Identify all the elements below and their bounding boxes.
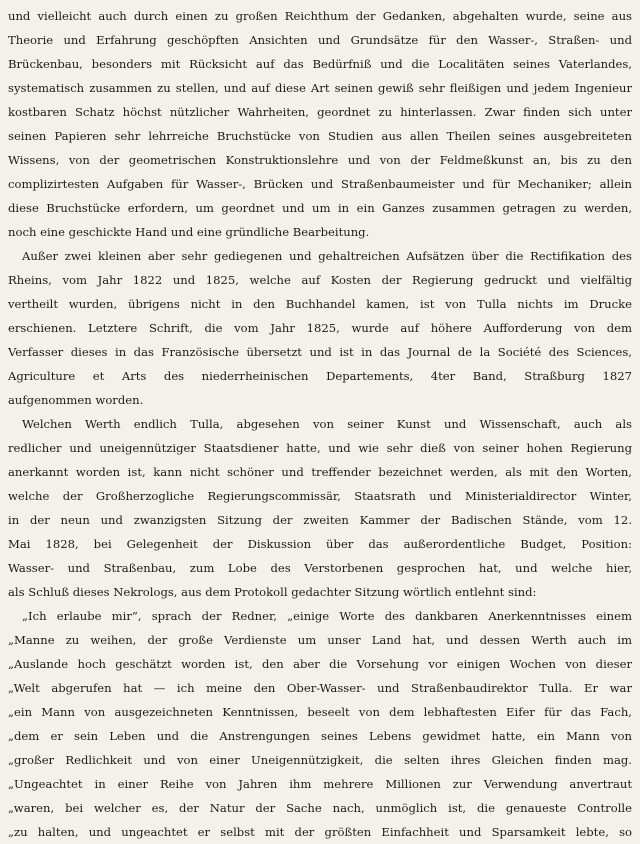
text-line: „waren, bei welcher es, der Natur der Sache nach, unmöglich ist, die genaueste Controlle: [8, 801, 632, 815]
text-line: aufgenommen worden.: [8, 393, 144, 407]
text-line: systematisch zusammen zu stellen, und auf diese Art seinen gewiß sehr fleißigen und jedem Ingenieur: [8, 81, 632, 95]
paragraph-2: [8, 244, 632, 412]
text-line: „Manne zu weihen, der große Verdienste um unser Land hat, und dessen Werth auch im: [8, 633, 632, 647]
text-line: Verfasser dieses in das Französische übersetzt und ist in das Journal de la Société des Sciences,: [8, 345, 632, 359]
text-line: erschienen. Letztere Schrift, die vom Jahr 1825, wurde auf höhere Aufforderung von dem: [8, 321, 632, 335]
text-line: „Ungeachtet in einer Reihe von Jahren ihm mehrere Millionen zur Verwendung anvertraut: [8, 777, 632, 791]
paragraph-3: [8, 412, 632, 604]
text-line: Außer zwei kleinen aber sehr gediegenen und gehaltreichen Aufsätzen über die Rectifikation des: [22, 249, 632, 263]
text-line: vertheilt wurden, übrigens nicht in den Buchhandel kamen, ist von Tulla nichts im Drucke: [8, 297, 632, 311]
text-line: Agriculture et Arts des niederrheinischen Departements, 4ter Band, Straßburg 1827: [8, 369, 632, 383]
text-line: kostbaren Schatz höchst nützlicher Wahrheiten, geordnet zu hinterlassen. Zwar finden sich unter: [8, 105, 632, 119]
text-line: „zu halten, und ungeachtet er selbst mit der größten Einfachheit und Sparsamkeit lebte, so: [8, 825, 632, 839]
paragraph-4-quotation: [8, 604, 632, 844]
text-line: „ein Mann von ausgezeichneten Kenntnissen, beseelt von dem lebhaftesten Eifer für das Fach,: [8, 705, 632, 719]
text-line: anerkannt worden ist, kann nicht schöner und treffender bezeichnet werden, als mit den Worten,: [8, 465, 632, 479]
text-line: als Schluß dieses Nekrologs, aus dem Protokoll gedachter Sitzung wörtlich entlehnt sind:: [8, 585, 537, 599]
text-line: Brückenbau, besonders mit Rücksicht auf das Bedürfniß und die Localitäten seines Vaterlandes,: [8, 57, 632, 71]
text-line: seinen Papieren sehr lehrreiche Bruchstücke von Studien aus allen Theilen seines ausgebreiteten: [8, 129, 632, 143]
text-line: Theorie und Erfahrung geschöpften Ansichten und Grundsätze für den Wasser-, Straßen- und: [8, 33, 632, 47]
text-line: Wissens, von der geometrischen Konstruktionslehre und von der Feldmeßkunst an, bis zu den: [8, 153, 632, 167]
text-line: Rheins, vom Jahr 1822 und 1825, welche auf Kosten der Regierung gedruckt und vielfältig: [8, 273, 632, 287]
text-line: noch eine geschickte Hand und eine gründliche Bearbeitung.: [8, 225, 370, 239]
text-line: Welchen Werth endlich Tulla, abgesehen von seiner Kunst und Wissenschaft, auch als: [22, 417, 632, 431]
text-line: „Ich erlaube mir“, sprach der Redner, „einige Worte des dankbaren Anerkenntnisses einem: [22, 609, 632, 623]
text-line: „großer Redlichkeit und von einer Uneigennützigkeit, die selten ihres Gleichen finden mag.: [8, 753, 632, 767]
text-line: Mai 1828, bei Gelegenheit der Diskussion über das außerordentliche Budget, Position:: [8, 537, 632, 551]
text-line: „Auslande hoch geschätzt worden ist, den aber die Vorsehung vor einigen Wochen von dieser: [8, 657, 632, 671]
text-line: und vielleicht auch durch einen zu großen Reichthum der Gedanken, abgehalten wurde, seine aus: [8, 9, 632, 23]
text-line: welche der Großherzogliche Regierungscommissär, Staatsrath und Ministerialdirector Winter,: [8, 489, 632, 503]
text-line: diese Bruchstücke erfordern, um geordnet und um in ein Ganzes zusammen getragen zu werden,: [8, 201, 632, 215]
paragraph-1: [8, 4, 632, 244]
text-line: complizirtesten Aufgaben für Wasser-, Brücken und Straßenbaumeister und für Mechaniker; allein: [8, 177, 632, 191]
text-line: „Welt abgerufen hat — ich meine den Ober-Wasser- und Straßenbaudirektor Tulla. Er war: [8, 681, 632, 695]
text-line: Wasser- und Straßenbau, zum Lobe des Verstorbenen gesprochen hat, und welche hier,: [8, 561, 632, 575]
text-line: „dem er sein Leben und die Anstrengungen seines Lebens gewidmet hatte, ein Mann von: [8, 729, 632, 743]
text-line: redlicher und uneigennütziger Staatsdiener hatte, und wie sehr dieß von seiner hohen Regierung: [8, 441, 632, 455]
text-line: in der neun und zwanzigsten Sitzung der zweiten Kammer der Badischen Stände, vom 12.: [8, 513, 632, 527]
